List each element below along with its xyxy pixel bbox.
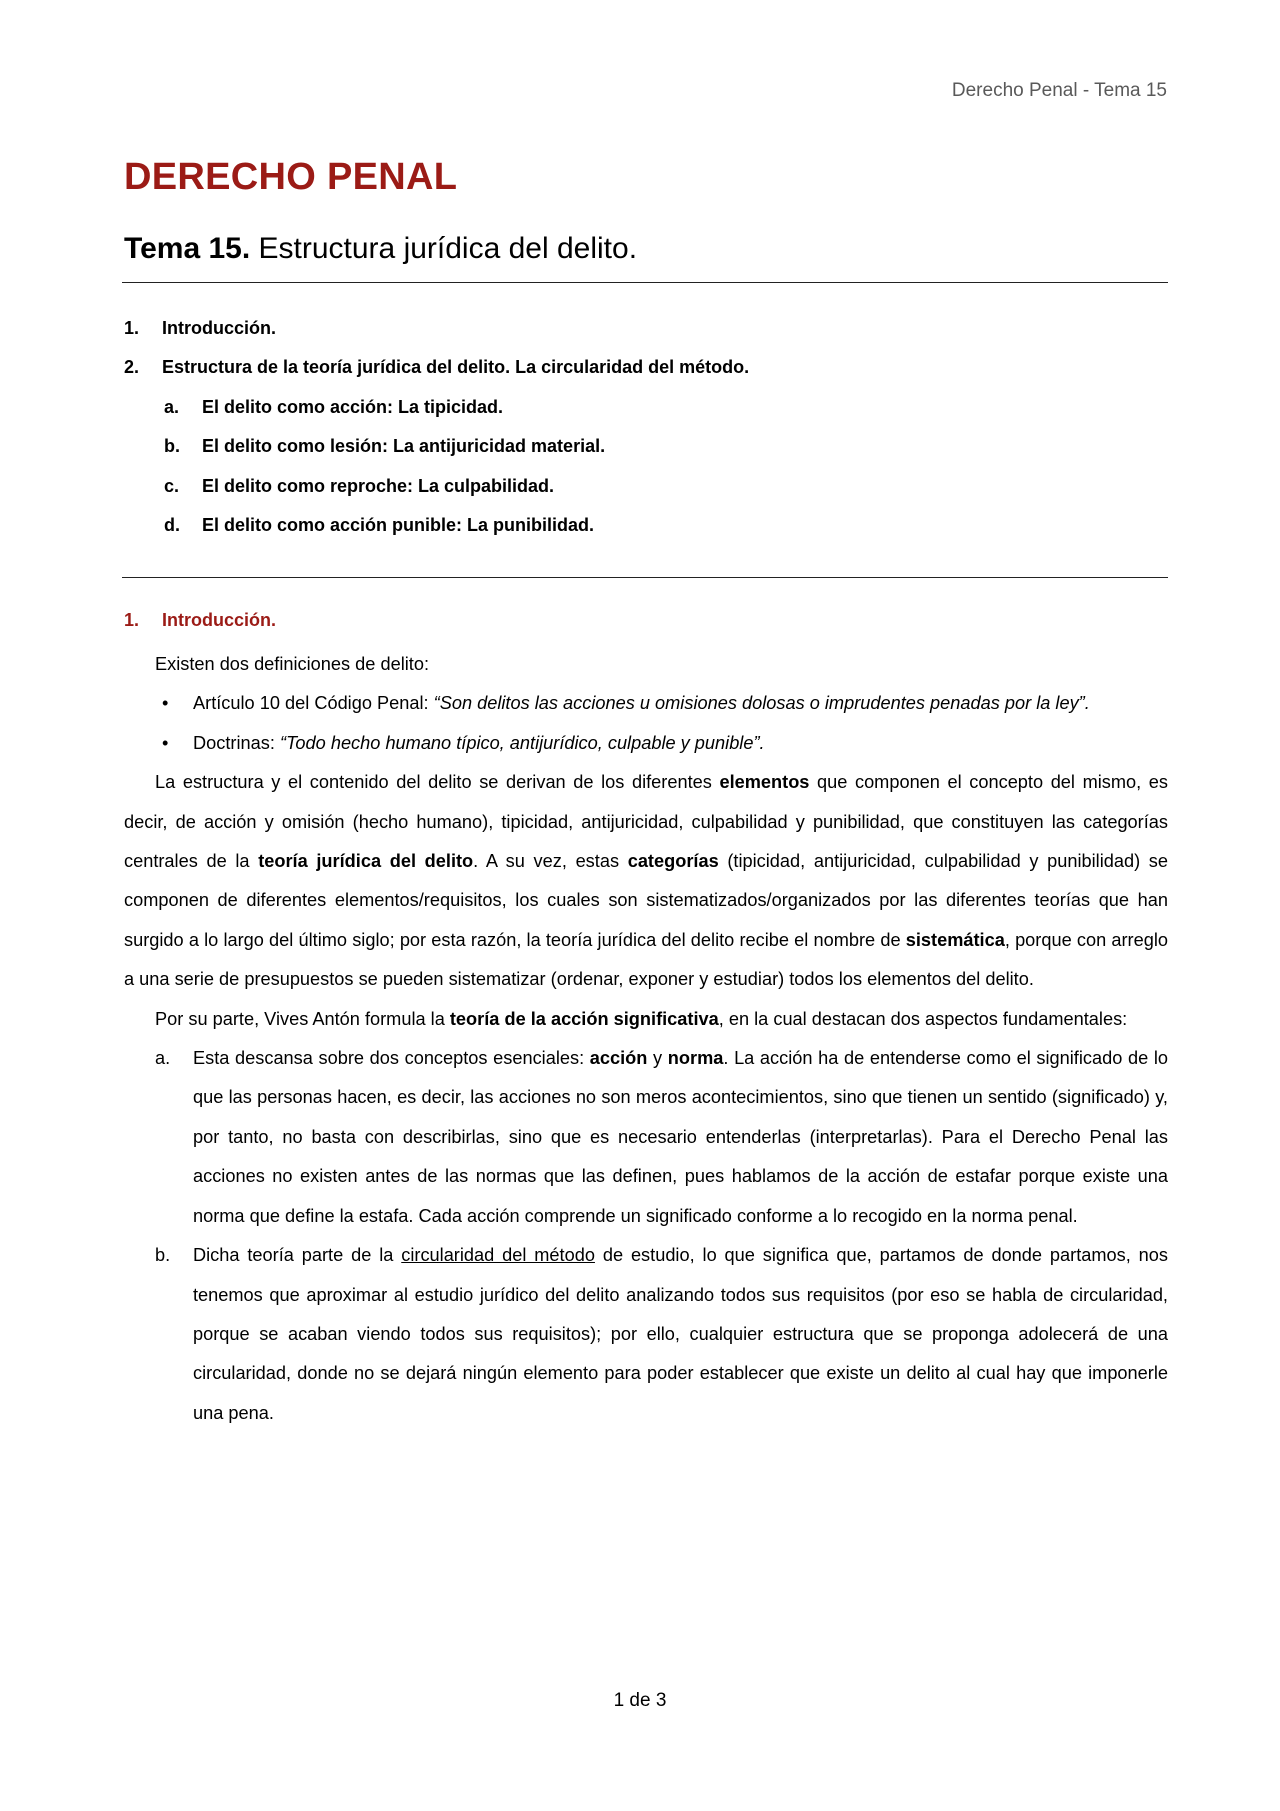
item-letter: a. (155, 1048, 171, 1069)
running-header: Derecho Penal - Tema 15 (951, 80, 1167, 101)
document-subtitle (124, 232, 637, 266)
toc-letter: a. (164, 396, 180, 417)
aspects-list (124, 1039, 1168, 1433)
toc-text: El delito como acción punible: La punibilidad. (202, 514, 595, 535)
definition-label: Artículo 10 del Código Penal: (193, 693, 434, 714)
definition-quote: “Son delitos las acciones u omisiones dolosas o imprudentes penadas por la ley”. (433, 693, 1090, 714)
bold-term: sistemática (905, 929, 1005, 950)
toc-item (124, 355, 1168, 394)
text-run: de estudio, lo que significa que, partamos de donde partamos, nos tenemos que aproximar al estudio jurídico del delito analizando todos sus requisitos (por eso se habla de circularidad, porque se acaban viendo todos sus requisitos); por ello, cualquier estructura que se proponga adolecerá de una circularidad, donde no se dejará ningún elemento para poder establecer que existe un delito al cual hay que imponerle una pena. (193, 1245, 1168, 1423)
table-of-contents (124, 316, 1168, 552)
toc-item (124, 316, 1168, 355)
subtitle-text: Estructura jurídica del delito. (250, 232, 638, 265)
toc-subitem (124, 513, 1168, 552)
text-run: Esta descansa sobre dos conceptos esenciales: (193, 1048, 590, 1069)
text-run: . A su vez, estas (473, 851, 628, 872)
item-letter: b. (155, 1245, 171, 1266)
section-number: 1. (124, 610, 140, 630)
definition-quote: “Todo hecho humano típico, antijurídico, culpable y punible”. (279, 732, 765, 753)
body-paragraph (124, 1000, 1168, 1039)
toc-text: Introducción. (162, 318, 276, 338)
bullet-icon: • (162, 732, 169, 753)
toc-text: Estructura de la teoría jurídica del delito. La circularidad del método. (162, 357, 750, 378)
top-divider (122, 282, 1168, 283)
bold-term: teoría de la acción significativa (449, 1008, 719, 1029)
toc-number: 2. (124, 357, 140, 378)
body-paragraph (124, 763, 1168, 999)
toc-letter: b. (164, 436, 180, 457)
bullet-icon: • (162, 693, 169, 714)
bold-term: elementos (719, 772, 810, 793)
page-number: 1 de 3 (613, 1690, 667, 1711)
text-run: y (647, 1048, 668, 1069)
toc-divider (122, 577, 1168, 578)
text-run: Por su parte, Vives Antón formula la (155, 1008, 450, 1029)
aspect-item (124, 1236, 1168, 1433)
aspect-item (124, 1039, 1168, 1236)
definitions-list (124, 684, 1168, 763)
bold-term: teoría jurídica del delito (258, 851, 474, 872)
text-run: Dicha teoría parte de la (193, 1245, 402, 1266)
bold-term: acción (589, 1048, 648, 1069)
text-run: . La acción ha de entenderse como el significado de lo que las personas hacen, es decir, las acciones no son meros acontecimientos, sino que tienen un sentido (significado) y, por tanto, no basta con describirlas, sino que es necesario entenderlas (interpretarlas). Para el Derecho Penal las acciones no existen antes de las normas que las definen, pues hablamos de la acción de estafar porque existe una norma que define la estafa. Cada acción comprende un significado conforme a lo recogido en la norma penal. (193, 1048, 1168, 1226)
definition-item (124, 684, 1168, 723)
text-run: , en la cual destacan dos aspectos fundamentales: (718, 1008, 1128, 1029)
toc-subitem (124, 474, 1168, 513)
bold-term: norma (667, 1048, 724, 1069)
definition-label: Doctrinas: (193, 732, 280, 753)
toc-subitem (124, 434, 1168, 473)
section-body (124, 645, 1168, 1433)
toc-subitem (124, 395, 1168, 434)
text-run: que componen el concepto del mismo, es decir, de acción y omisión (hecho humano), tipicidad, antijuricidad, culpabilidad y punibilidad, que constituyen las categorías centrales de la (124, 772, 1168, 872)
text-run: La estructura y el contenido del delito se derivan de los diferentes (155, 772, 720, 793)
definition-item (124, 724, 1168, 763)
document-title: DERECHO PENAL (124, 156, 458, 198)
toc-number: 1. (124, 318, 140, 338)
toc-text: El delito como acción: La tipicidad. (202, 396, 504, 417)
text-run: (tipicidad, antijuricidad, culpabilidad y punibilidad) se componen de diferentes elementos/requisitos, los cuales son sistematizados/organizados por las diferentes teorías que han surgido a lo largo del último siglo; por esta razón, la teoría jurídica del delito recibe el nombre de (124, 851, 1169, 950)
bold-term: categorías (627, 851, 719, 872)
section-title: Introducción. (162, 610, 276, 630)
underlined-term: circularidad del método (401, 1245, 595, 1266)
toc-letter: c. (164, 475, 180, 496)
toc-letter: d. (164, 514, 180, 535)
intro-paragraph: Existen dos definiciones de delito: (155, 654, 429, 674)
subtitle-prefix: Tema 15. (124, 232, 251, 265)
toc-text: El delito como reproche: La culpabilidad. (202, 475, 555, 496)
toc-text: El delito como lesión: La antijuricidad material. (202, 436, 606, 457)
text-run: , porque con arreglo a una serie de presupuestos se pueden sistematizar (ordenar, exponer y estudiar) todos los elementos del delito. (124, 929, 1168, 990)
